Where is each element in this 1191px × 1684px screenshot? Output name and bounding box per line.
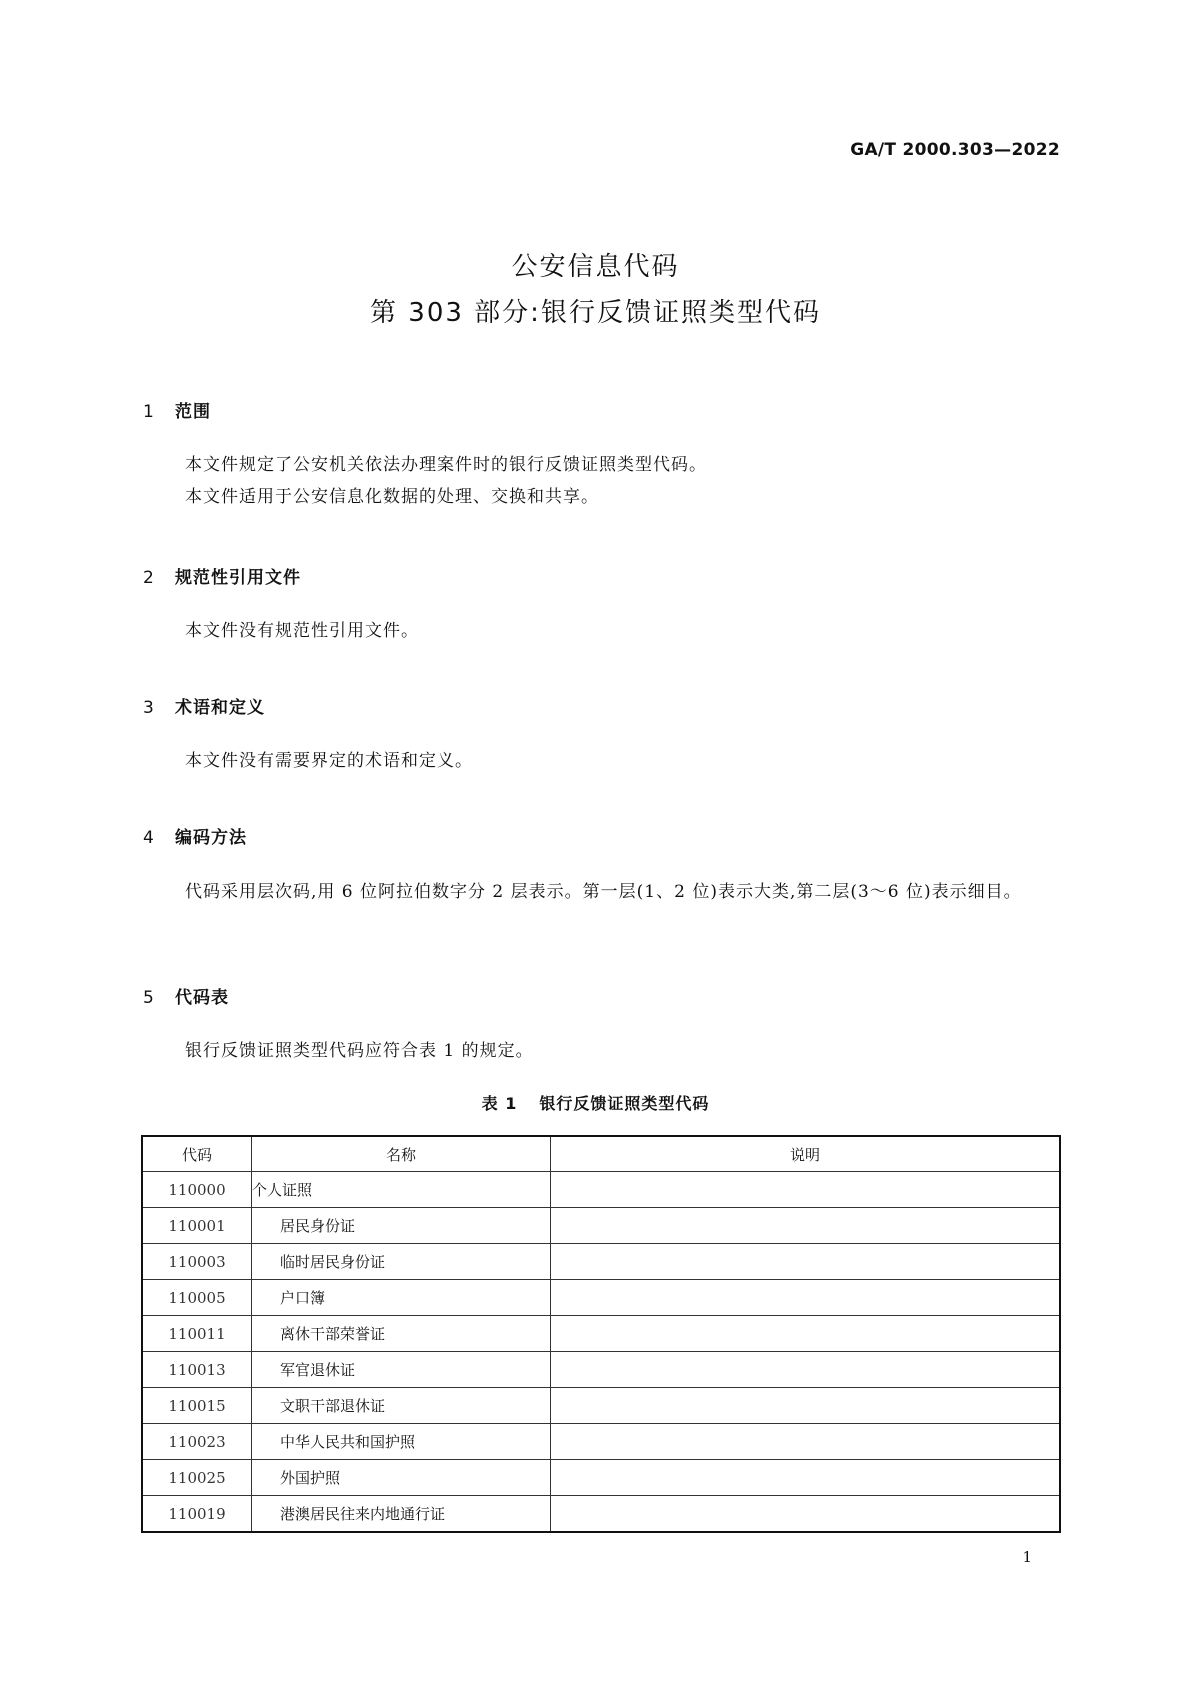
- cell-code: 110025: [142, 1460, 252, 1496]
- paragraph: 本文件没有规范性引用文件。: [185, 621, 419, 641]
- paragraph: 本文件适用于公安信息化数据的处理、交换和共享。: [185, 487, 599, 507]
- section-heading-terms: [143, 693, 265, 718]
- cell-description: [551, 1352, 1061, 1388]
- standard-number: GA/T 2000.303—2022: [850, 140, 1060, 160]
- cell-name: 个人证照: [252, 1172, 551, 1208]
- cell-description: [551, 1496, 1061, 1533]
- section-number: 4: [143, 828, 155, 848]
- section-title: 代码表: [175, 988, 229, 1008]
- page-number: 1: [1022, 1548, 1032, 1566]
- cell-description: [551, 1208, 1061, 1244]
- table-row: [142, 1424, 1060, 1460]
- section-heading-scope: [143, 397, 211, 422]
- table-row: [142, 1208, 1060, 1244]
- cell-name: 军官退休证: [252, 1352, 551, 1388]
- section-scope-body: [143, 449, 1063, 513]
- section-number: 3: [143, 698, 155, 718]
- table-row: [142, 1316, 1060, 1352]
- section-heading-code-table: [143, 983, 229, 1008]
- section-terms-body: [143, 745, 1063, 777]
- document-subtitle: 第 303 部分:银行反馈证照类型代码: [370, 298, 821, 328]
- paragraph: 银行反馈证照类型代码应符合表 1 的规定。: [185, 1041, 534, 1061]
- table-row: [142, 1172, 1060, 1208]
- paragraph: 本文件没有需要界定的术语和定义。: [185, 751, 473, 771]
- code-table: [141, 1135, 1061, 1533]
- table-row: [142, 1388, 1060, 1424]
- cell-name: 临时居民身份证: [252, 1244, 551, 1280]
- section-title: 编码方法: [175, 828, 247, 848]
- table-row: [142, 1460, 1060, 1496]
- cell-name: 中华人民共和国护照: [252, 1424, 551, 1460]
- cell-description: [551, 1388, 1061, 1424]
- section-number: 2: [143, 568, 155, 588]
- table-header-row: [142, 1136, 1060, 1172]
- cell-code: 110019: [142, 1496, 252, 1533]
- cell-code: 110015: [142, 1388, 252, 1424]
- section-heading-coding-method: [143, 823, 247, 848]
- table-caption-label: 表 1: [481, 1094, 518, 1113]
- cell-description: [551, 1172, 1061, 1208]
- header-code: 代码: [142, 1136, 252, 1172]
- cell-name: 文职干部退休证: [252, 1388, 551, 1424]
- cell-code: 110005: [142, 1280, 252, 1316]
- section-number: 1: [143, 402, 155, 422]
- header-name: 名称: [252, 1136, 551, 1172]
- table-caption-title: 银行反馈证照类型代码: [539, 1094, 710, 1113]
- cell-description: [551, 1280, 1061, 1316]
- section-code-table-body: [143, 1035, 1063, 1067]
- document-title: 公安信息代码: [511, 252, 680, 282]
- section-title: 规范性引用文件: [175, 568, 301, 588]
- cell-code: 110000: [142, 1172, 252, 1208]
- cell-name: 港澳居民往来内地通行证: [252, 1496, 551, 1533]
- section-heading-normative-references: [143, 563, 301, 588]
- cell-name: 户口簿: [252, 1280, 551, 1316]
- table-row: [142, 1280, 1060, 1316]
- section-title: 范围: [175, 402, 211, 422]
- paragraph: 本文件规定了公安机关依法办理案件时的银行反馈证照类型代码。: [185, 455, 707, 475]
- section-references-body: [143, 615, 1063, 647]
- cell-description: [551, 1424, 1061, 1460]
- table-caption: [0, 1091, 1191, 1114]
- table-row: [142, 1352, 1060, 1388]
- cell-name: 外国护照: [252, 1460, 551, 1496]
- cell-name: 离休干部荣誉证: [252, 1316, 551, 1352]
- cell-code: 110013: [142, 1352, 252, 1388]
- cell-description: [551, 1244, 1061, 1280]
- cell-description: [551, 1460, 1061, 1496]
- paragraph: 代码采用层次码,用 6 位阿拉伯数字分 2 层表示。第一层(1、2 位)表示大类,第二层(3～6 位)表示细目。: [185, 882, 1022, 902]
- cell-code: 110023: [142, 1424, 252, 1460]
- section-coding-body: [143, 876, 1063, 908]
- cell-code: 110001: [142, 1208, 252, 1244]
- table-row: [142, 1244, 1060, 1280]
- cell-description: [551, 1316, 1061, 1352]
- cell-code: 110011: [142, 1316, 252, 1352]
- table-row: [142, 1496, 1060, 1533]
- header-description: 说明: [551, 1136, 1061, 1172]
- section-number: 5: [143, 988, 155, 1008]
- cell-code: 110003: [142, 1244, 252, 1280]
- cell-name: 居民身份证: [252, 1208, 551, 1244]
- section-title: 术语和定义: [175, 698, 265, 718]
